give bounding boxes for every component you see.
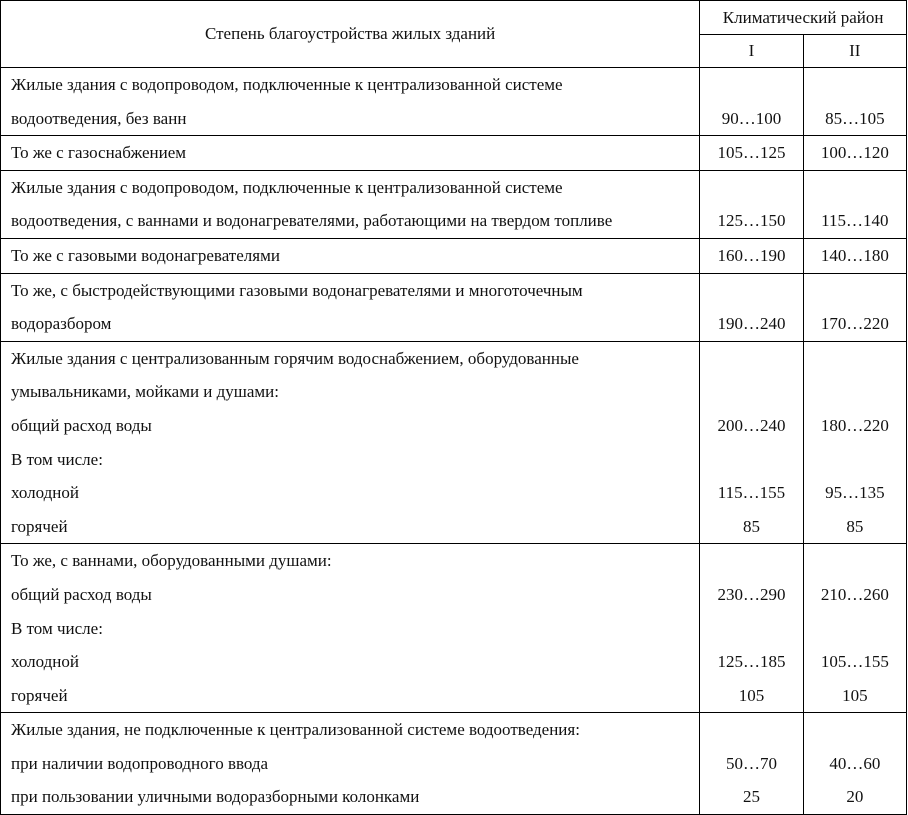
cell-line: общий расход воды	[11, 415, 152, 435]
row-value-region-1	[700, 544, 803, 713]
cell-line: Жилые здания с централизованным горячим водоснабжением, оборудованные	[11, 348, 579, 368]
header-climate-region: Климатический район	[700, 1, 907, 35]
row-description	[1, 544, 700, 713]
cell-line	[700, 375, 802, 409]
cell-line: 105…155	[820, 652, 889, 672]
cell-line	[804, 443, 906, 477]
cell-line: 105	[738, 685, 765, 705]
cell-line	[804, 544, 906, 578]
row-value-region-2	[803, 68, 906, 136]
cell-line	[804, 342, 906, 376]
row-description	[1, 68, 700, 136]
cell-line: 125…185	[717, 652, 786, 672]
table-row	[1, 341, 907, 544]
table-row	[1, 238, 907, 273]
cell-line	[700, 612, 802, 646]
row-description	[1, 136, 700, 171]
table-row	[1, 544, 907, 713]
table-row	[1, 136, 907, 171]
table-body	[1, 68, 907, 815]
cell-line: 95…135	[825, 483, 885, 503]
cell-line: горячей	[11, 516, 68, 536]
row-value-region-1	[700, 341, 803, 544]
cell-line: при пользовании уличными водоразборными колонками	[11, 787, 420, 807]
row-value-region-2	[803, 170, 906, 238]
cell-line	[804, 68, 906, 102]
cell-line	[700, 342, 802, 376]
table-row	[1, 170, 907, 238]
row-value-region-1	[700, 238, 803, 273]
row-description	[1, 713, 700, 815]
table-row	[1, 713, 907, 815]
cell-line: В том числе:	[11, 449, 103, 469]
cell-line: 25	[742, 787, 760, 807]
cell-line: 140…180	[820, 245, 889, 265]
cell-line: 170…220	[820, 314, 889, 334]
cell-line: 125…150	[717, 211, 786, 231]
cell-line: горячей	[11, 685, 68, 705]
row-value-region-2	[803, 273, 906, 341]
cell-line	[700, 68, 802, 102]
row-value-region-1	[700, 136, 803, 171]
cell-line: 210…260	[820, 584, 889, 604]
row-description	[1, 341, 700, 544]
row-description	[1, 170, 700, 238]
row-value-region-2	[803, 136, 906, 171]
header-region-2: II	[803, 35, 906, 68]
cell-line	[804, 713, 906, 747]
cell-line: 85	[846, 516, 864, 536]
cell-line	[804, 612, 906, 646]
cell-line: 105	[842, 685, 868, 705]
cell-line: То же, с быстродействующими газовыми водонагревателями и многоточечным	[11, 280, 583, 300]
cell-line: 230…290	[717, 584, 786, 604]
cell-line: 105…125	[717, 143, 786, 163]
cell-line: Жилые здания с водопроводом, подключенные к централизованной системе	[11, 177, 563, 197]
cell-line: 160…190	[717, 245, 786, 265]
cell-line: общий расход воды	[11, 584, 152, 604]
cell-line	[700, 171, 802, 205]
cell-line: холодной	[11, 483, 79, 503]
table-row	[1, 68, 907, 136]
cell-line: То же с газовыми водонагревателями	[11, 245, 280, 265]
cell-line	[700, 443, 802, 477]
row-description	[1, 238, 700, 273]
cell-line: умывальниками, мойками и душами:	[11, 382, 280, 402]
row-value-region-2	[803, 544, 906, 713]
cell-line	[804, 375, 906, 409]
header-row	[1, 1, 907, 35]
cell-line: 115…140	[821, 211, 889, 231]
row-value-region-1	[700, 713, 803, 815]
cell-line: водоотведения, с ваннами и водонагревателями, работающими на твердом топливе	[11, 211, 613, 231]
row-value-region-1	[700, 170, 803, 238]
cell-line: 85…105	[825, 108, 885, 128]
header-region-1: I	[700, 35, 803, 68]
cell-line: 100…120	[820, 143, 889, 163]
cell-line: 190…240	[717, 314, 786, 334]
table-row	[1, 273, 907, 341]
header-building-degree: Степень благоустройства жилых зданий	[1, 1, 700, 68]
cell-line	[700, 713, 802, 747]
cell-line: холодной	[11, 652, 79, 672]
cell-line	[804, 274, 906, 308]
row-value-region-1	[700, 68, 803, 136]
cell-line: 115…155	[717, 483, 786, 503]
cell-line: 200…240	[717, 415, 786, 435]
row-value-region-1	[700, 273, 803, 341]
cell-line: 40…60	[829, 753, 881, 773]
cell-line: Жилые здания, не подключенные к централизованной системе водоотведения:	[11, 720, 580, 740]
cell-line: водоразбором	[11, 314, 112, 334]
row-value-region-2	[803, 713, 906, 815]
cell-line: 20	[846, 787, 864, 807]
cell-line: водоотведения, без ванн	[11, 108, 187, 128]
cell-line: То же, с ваннами, оборудованными душами:	[11, 551, 332, 571]
cell-line: при наличии водопроводного ввода	[11, 753, 269, 773]
row-description	[1, 273, 700, 341]
cell-line: 180…220	[820, 415, 889, 435]
cell-line	[700, 274, 802, 308]
row-value-region-2	[803, 238, 906, 273]
cell-line	[804, 171, 906, 205]
row-value-region-2	[803, 341, 906, 544]
cell-line: Жилые здания с водопроводом, подключенные к централизованной системе	[11, 75, 563, 94]
cell-line: 90…100	[721, 108, 782, 128]
cell-line: 85	[742, 516, 760, 536]
cell-line	[700, 544, 802, 578]
cell-line: 50…70	[725, 753, 777, 773]
cell-line: В том числе:	[11, 618, 103, 638]
cell-line: То же с газоснабжением	[11, 143, 187, 163]
